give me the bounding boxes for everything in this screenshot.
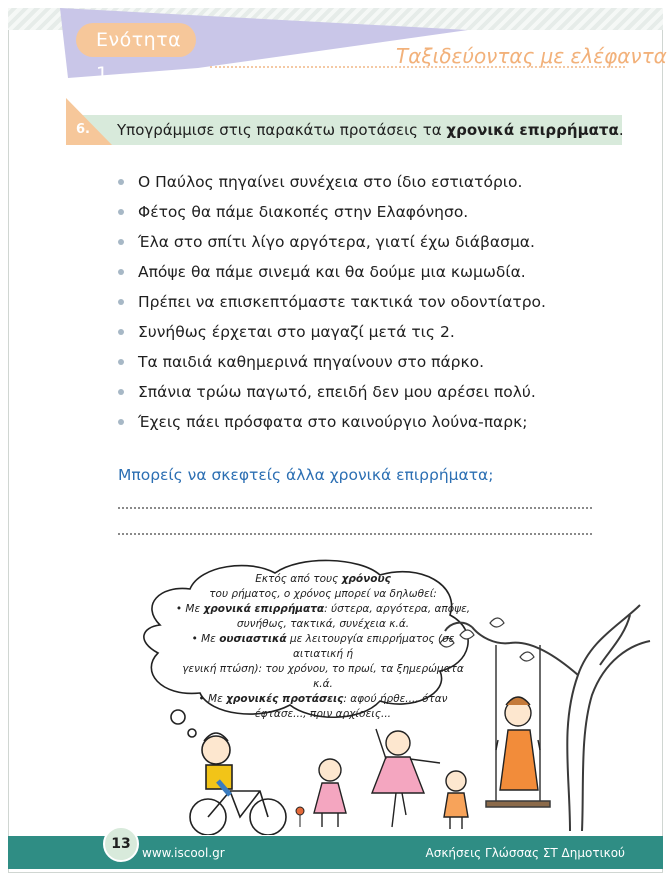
boy-on-bike [190,733,286,835]
bubble-line: συνήθως, τακτικά, συνέχεια κ.ά. [236,618,410,630]
bullet-icon [118,389,124,395]
sentence-text: Συνήθως έρχεται στο μαγαζί μετά τις 2. [138,323,455,341]
bubble-text-run: με λειτουργία επιρρήματος (σε αιτιατική ή [286,633,455,660]
header-dotted-line [210,66,625,68]
bubble-text-run: • Με [191,633,220,645]
bubble-line: του ρήματος, ο χρόνος μπορεί να δηλωθεί: [209,588,437,600]
bubble-text-run: Εκτός από τους [255,573,342,585]
girl-on-swing [496,697,540,790]
bubble-text-run: • Με [175,603,204,615]
footer-book-title: Ασκήσεις Γλώσσας ΣΤ Δημοτικού [425,846,625,860]
bubble-bold-run: ουσιαστικά [219,633,287,645]
sentence-item [118,317,546,347]
task-instruction [117,121,624,139]
sentence-text: Τα παιδιά καθημερινά πηγαίνουν στο πάρκο. [138,353,485,371]
bubble-line [172,572,474,587]
bubble-line: έφτασε..., πριν αρχίσεις... [254,708,392,720]
sentence-item [118,407,546,437]
sentence-text: Φέτος θα πάμε διακοπές στην Ελαφόνησο. [138,203,469,221]
page-number: 13 [103,826,139,862]
answer-line[interactable] [118,533,592,535]
bullet-icon [118,419,124,425]
answer-line[interactable] [118,507,592,509]
bullet-icon [118,359,124,365]
footer-url[interactable]: www.iscool.gr [142,846,225,860]
bubble-text-run: : αφού ήρθε..., όταν [343,693,448,705]
bullet-icon [118,329,124,335]
sentence-item [118,167,546,197]
bubble-line [172,602,474,617]
bubble-line [172,692,474,707]
bubble-bold-run: χρονικές προτάσεις [226,693,344,705]
task-text-after: . [618,121,624,139]
bubble-bold-run: χρονικά επιρρήματα [203,603,325,615]
task-text-bold: χρονικά επιρρήματα [446,121,619,139]
bubble-bold-run: χρόνους [341,573,391,585]
sentence-text: Πρέπει να επισκεπτόμαστε τακτικά τον οδοντίατρο. [138,293,546,311]
task-text-before: Υπογράμμισε στις παρακάτω προτάσεις τα [117,121,447,139]
sentence-item [118,227,546,257]
sentence-text: Σπάνια τρώω παγωτό, επειδή δεν μου αρέσει πολύ. [138,383,536,401]
sentence-text: Ο Παύλος πηγαίνει συνέχεια στο ίδιο εστιατόριο. [138,173,523,191]
bullet-icon [118,269,124,275]
sentence-text: Έχεις πάει πρόσφατα στο καινούργιο λούνα-παρκ; [138,413,528,431]
bullet-icon [118,209,124,215]
dancing-girl [372,729,440,827]
tree-icon [445,605,650,831]
sentence-item [118,197,546,227]
toddler [444,771,468,829]
task-number: 6. [76,122,90,137]
sentence-text: Απόψε θα πάμε σινεμά και θα δούμε μια κωμωδία. [138,263,526,281]
bullet-icon [118,179,124,185]
bubble-text-run: : ύστερα, αργότερα, απόψε, [324,603,471,615]
bubble-text-run: • Με [198,693,227,705]
bubble-line: γενική πτώση): του χρόνου, το πρωί, τα ξημερώματα κ.ά. [182,663,464,690]
sentence-list [118,167,546,437]
sentence-item [118,287,546,317]
sentence-item [118,257,546,287]
follow-up-question: Μπορείς να σκεφτείς άλλα χρονικά επιρρήματα; [118,466,494,484]
sentence-item [118,377,546,407]
speech-bubble-text [172,572,474,722]
task-number-wedge [66,98,116,146]
sentence-text: Έλα στο σπίτι λίγο αργότερα, γιατί έχω διάβασμα. [138,233,535,251]
unit-label: Ενότητα 1 [76,23,196,57]
chapter-title: Ταξιδεύοντας με ελέφαντα [396,44,667,68]
bullet-icon [118,239,124,245]
small-girl [314,759,346,827]
bullet-icon [118,299,124,305]
flower-icon [296,807,304,827]
bubble-line [172,632,474,662]
sentence-item [118,347,546,377]
